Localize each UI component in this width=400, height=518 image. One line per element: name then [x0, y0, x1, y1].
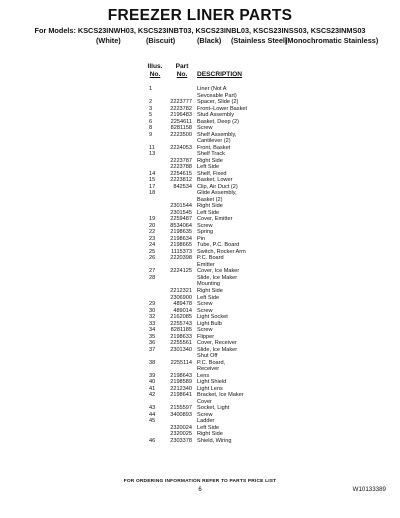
part-number: 8281185 — [170, 327, 192, 334]
part-description: Light Shield — [197, 379, 227, 386]
part-description: Glide Assembly, — [197, 190, 237, 197]
part-description: Cover, Ice Maker — [197, 268, 240, 275]
illus-number: 39 — [149, 372, 156, 379]
illus-number: 36 — [149, 340, 156, 347]
illus-number: 13 — [149, 151, 156, 158]
illus-number: 5 — [149, 112, 153, 119]
page-title: FREEZER LINER PARTS — [107, 7, 293, 24]
illus-number: 32 — [149, 314, 156, 321]
part-number: 2254615 — [170, 170, 192, 177]
part-description: Basket, Deep (2) — [197, 118, 239, 125]
part-number: 2224125 — [170, 268, 192, 275]
illus-number: 17 — [149, 183, 156, 190]
part-number: 2224053 — [170, 144, 192, 151]
part-number: 8281158 — [170, 125, 192, 132]
illus-number: 3 — [149, 105, 153, 112]
part-description: Front–Lower Basket — [197, 105, 248, 112]
part-description: Slide, Ice Maker — [197, 274, 238, 281]
part-description: Pin — [197, 235, 206, 242]
part-description: Screw — [197, 301, 213, 308]
part-description: Flipper — [197, 333, 215, 340]
part-description: Sevceable Part) — [197, 92, 237, 99]
part-description: Right Side — [197, 157, 223, 164]
part-description: Right Side — [197, 287, 223, 294]
part-description: Left Side — [197, 294, 220, 301]
illus-number: 11 — [149, 144, 155, 151]
document-id: W10133389 — [352, 486, 386, 493]
illus-number: 9 — [149, 131, 153, 138]
part-number: 2155597 — [170, 405, 192, 412]
illus-number: 35 — [149, 333, 156, 340]
part-description: Shelf, Fixed — [197, 170, 227, 177]
description-header: DESCRIPTION — [197, 71, 243, 78]
illus-number: 8 — [149, 125, 153, 132]
part-number: 2212321 — [170, 287, 192, 294]
part-description: Shield, Wiring — [197, 437, 232, 444]
illus-number: 1 — [149, 86, 153, 92]
illus-header-line1: Illus. — [147, 63, 163, 70]
part-number: 2223787 — [170, 157, 192, 164]
part-number: 2223782 — [170, 105, 192, 112]
part-number: 2198643 — [170, 372, 192, 379]
illus-number: 24 — [149, 242, 156, 249]
table-header — [138, 63, 328, 81]
part-description: Screw — [197, 327, 213, 334]
part-number: 2223812 — [170, 177, 192, 184]
part-header-line1: Part — [175, 63, 189, 70]
illus-number: 42 — [149, 392, 156, 399]
part-description: Slide, Ice Maker — [197, 346, 238, 353]
part-description: Mounting — [197, 281, 221, 288]
part-number: 2220398 — [170, 255, 192, 262]
part-number: 2198665 — [170, 242, 192, 249]
illus-number: 40 — [149, 379, 156, 386]
part-description: Ladder — [197, 418, 215, 425]
part-description: Left Side — [197, 164, 220, 171]
illus-number: 43 — [149, 405, 156, 412]
illus-number: 33 — [149, 320, 156, 327]
part-description: Cover — [197, 398, 212, 405]
part-description: Basket (2) — [197, 196, 223, 203]
part-description: Left Side — [197, 209, 220, 216]
part-number: 2303378 — [170, 437, 192, 444]
part-description: Light Socket — [197, 314, 228, 321]
part-description: Spacer, Slide (2) — [197, 99, 239, 106]
part-description: Front, Basket — [197, 144, 231, 151]
part-number: 2198633 — [170, 333, 192, 340]
part-description: Receiver — [197, 366, 220, 373]
illus-number: 6 — [149, 118, 153, 125]
part-number: 2198589 — [170, 379, 192, 386]
part-description: P.C. Board, — [197, 359, 226, 366]
illus-number: 29 — [149, 301, 156, 308]
part-description: Screw — [197, 125, 213, 132]
illus-number: 41 — [149, 385, 156, 392]
part-description: Emitter — [197, 261, 215, 268]
part-number: 1115373 — [171, 248, 192, 255]
part-number: 489478 — [173, 301, 192, 308]
illus-number: 19 — [149, 216, 156, 223]
part-number: 2306900 — [170, 294, 192, 301]
illus-number: 15 — [149, 177, 156, 184]
illus-number: 38 — [149, 359, 156, 366]
illus-number: 18 — [149, 190, 156, 197]
part-number: 2198635 — [170, 229, 192, 236]
illus-number: 25 — [149, 248, 156, 255]
part-number: 8534064 — [170, 222, 192, 229]
part-number: 2212340 — [170, 385, 192, 392]
illus-number: 14 — [149, 170, 156, 177]
illus-number: 37 — [149, 346, 156, 353]
part-number: 2255114 — [170, 359, 192, 366]
color-monochromatic: (Monochromatic Stainless) — [285, 36, 379, 45]
illus-number: 23 — [149, 235, 156, 242]
part-description: Shelf Track — [197, 151, 225, 158]
illus-number: 28 — [149, 274, 156, 281]
part-number: 2223500 — [170, 131, 192, 138]
part-description: Screw — [197, 222, 213, 229]
part-description: Liner (Not A — [197, 86, 227, 92]
part-description: Stud Assembly — [197, 112, 234, 119]
illus-number: 34 — [149, 327, 156, 334]
ordering-note: FOR ORDERING INFORMATION REFER TO PARTS PRICE LIST — [123, 479, 277, 484]
part-number: 2254611 — [170, 118, 192, 125]
part-number: 2223788 — [170, 164, 192, 171]
part-description: Light Lens — [197, 385, 223, 392]
part-number: 2301545 — [170, 209, 192, 216]
part-number: 2320024 — [170, 424, 192, 431]
illus-number: 45 — [149, 418, 156, 425]
part-description: P.C. Board — [197, 255, 224, 262]
part-number: 2255743 — [170, 320, 192, 327]
part-description: Left Side — [197, 424, 220, 431]
part-description: Socket, Light — [197, 405, 230, 412]
part-description: Shelf Assembly, — [197, 131, 237, 138]
illus-number: 30 — [149, 307, 156, 314]
illus-number: 26 — [149, 255, 156, 262]
parts-table — [138, 63, 328, 444]
part-description: Right Side — [197, 203, 223, 210]
part-description: Cantilever (2) — [197, 138, 231, 145]
part-description: Cover, Receiver — [197, 340, 237, 347]
part-description: Switch, Rocker Arm — [197, 248, 246, 255]
part-description: Screw — [197, 411, 213, 418]
model-list: For Models: KSCS23INWH03, KSCS23INBT03, KSCS23INBL03, KSCS23INSS03, KSCS23INMS03 — [34, 26, 366, 35]
illus-header-line2: No. — [149, 71, 161, 78]
part-description: Shut Off — [197, 353, 218, 360]
color-white: (White) — [96, 36, 121, 45]
part-description: Cover, Emitter — [197, 216, 233, 223]
part-description: Screw — [197, 307, 213, 314]
color-stainless: (Stainless Steel) — [231, 36, 288, 45]
part-number: 3400893 — [170, 411, 192, 418]
illus-number: 46 — [149, 437, 156, 444]
part-description: Clip, Air Duct (2) — [197, 183, 238, 190]
part-header-line2: No. — [176, 71, 188, 78]
part-number: 2320025 — [170, 431, 192, 438]
part-description: Spring — [197, 229, 214, 236]
illus-header — [145, 63, 165, 79]
part-number: 2255561 — [170, 340, 192, 347]
part-number: 489014 — [173, 307, 192, 314]
table-row — [138, 438, 328, 445]
part-number: 2198641 — [170, 392, 192, 399]
color-black: (Black) — [197, 36, 222, 45]
part-description: Tube, P.C. Board — [197, 242, 240, 249]
part-number: 2223777 — [170, 99, 192, 106]
illus-number: 2 — [149, 99, 153, 106]
illus-number: 44 — [149, 411, 156, 418]
part-number: 2301340 — [170, 346, 192, 353]
color-biscuit: (Biscuit) — [146, 36, 176, 45]
part-description: Right Side — [197, 431, 223, 438]
part-number: 2162085 — [170, 314, 192, 321]
part-description: Lens — [197, 372, 210, 379]
illus-number: 20 — [149, 222, 156, 229]
part-number: 2301544 — [170, 203, 192, 210]
part-description: Basket, Lower — [197, 177, 233, 184]
part-description: Light Bulb — [197, 320, 222, 327]
part-description: Bracket, Ice Maker — [197, 392, 244, 399]
part-number: 2196483 — [170, 112, 192, 119]
page-number: 6 — [198, 487, 202, 493]
illus-number: 27 — [149, 268, 156, 275]
part-number: 842534 — [173, 183, 192, 190]
part-number: 2259487 — [170, 216, 192, 223]
part-number: 2198634 — [170, 235, 192, 242]
illus-number: 22 — [149, 229, 156, 236]
part-header — [172, 63, 192, 79]
table-body — [138, 86, 328, 444]
